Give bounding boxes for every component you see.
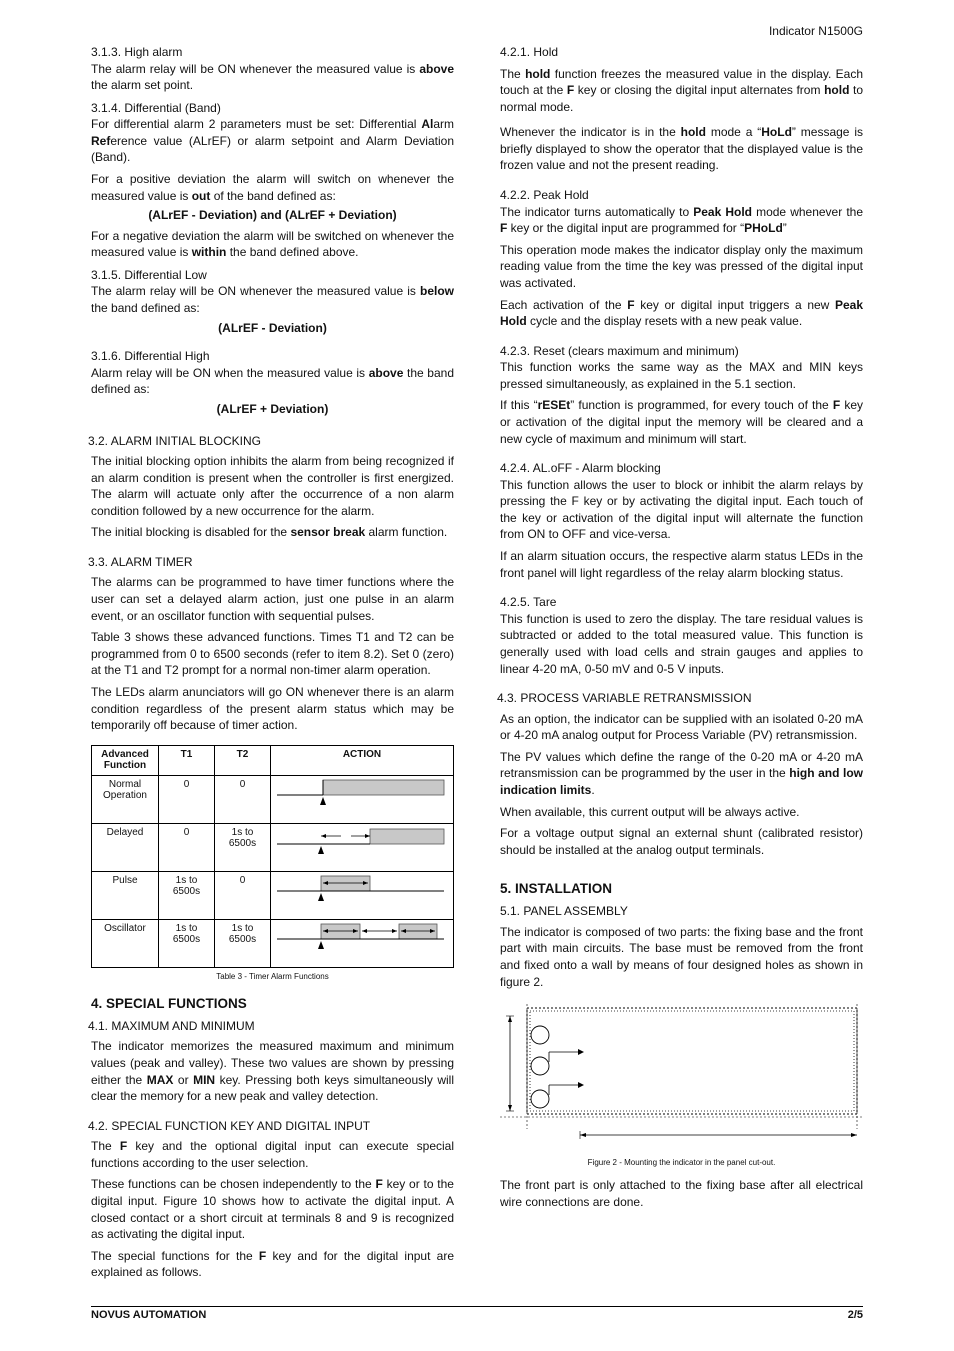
table-cell: 1s to 6500s — [159, 871, 215, 919]
panel-mounting-figure — [500, 1004, 863, 1167]
paragraph: The PV values which define the range of the 0-20 mA or 4-20 mA retransmission can be programmed by the user in the high and low indication limits. — [500, 749, 863, 797]
heading-3-3: 3.3. ALARM TIMER — [88, 554, 193, 569]
table-row — [92, 919, 454, 967]
paragraph: For differential alarm 2 parameters must be set: Differential Alarm Reference value (ALrEF) or alarm setpoint and Alarm Deviation (Band). — [91, 117, 454, 165]
paragraph: The LEDs alarm anunciators will go ON whenever there is an alarm condition regardless of the present alarm status which may be temporarily off because of timer action. — [91, 685, 454, 733]
paragraph: This function is used to zero the display. The tare residual values is subtracted or added to the total measured value. This function is generally used with load cells and strain gauges and applies to linear 4-20 mA, 0-50 mV and 0-5 V inputs. — [500, 611, 863, 676]
table-row — [92, 823, 454, 871]
action-diagram-oscillator — [271, 919, 454, 967]
paragraph: Table 3 shows these advanced functions. Times T1 and T2 can be programmed from 0 to 6500 seconds (refer to item 8.2). Set 0 (zero) at the T1 and T2 prompt for a normal non-timer alarm operation. — [91, 630, 454, 678]
paragraph: For a positive deviation the alarm will switch on whenever the measured value is out of the band defined as: — [91, 171, 454, 203]
table-header: T2 — [215, 745, 271, 775]
heading-4-2-1: 4.2.1. Hold — [500, 45, 559, 59]
paragraph: The F key and the optional digital input can execute special functions according to the user selection. — [91, 1139, 454, 1170]
footer-company: NOVUS AUTOMATION — [91, 1309, 207, 1321]
table-cell: 1s to 6500s — [215, 919, 271, 967]
table-cell: 0 — [215, 775, 271, 823]
paragraph: These functions can be chosen independently to the F key or to the digital input. Figure 10 shows how to activate the digital input. A closed contact or a short circuit at terminals 8 and 9 is recognized as activating the digital input. — [91, 1177, 454, 1242]
paragraph: For a negative deviation the alarm will be switched on whenever the measured value is within the band defined above. — [91, 228, 454, 260]
paragraph: The alarm relay will be ON whenever the measured value is above the alarm set point. — [91, 61, 454, 93]
heading-4-1: 4.1. MAXIMUM AND MINIMUM — [88, 1018, 255, 1033]
table-header: Advanced Function — [92, 745, 159, 775]
paragraph: The indicator is composed of two parts: the fixing base and the front part with main circuits. The base must be removed from the front and fixed onto a wall by means of four designed holes as shown in figure 2. — [500, 924, 863, 989]
table-caption: Table 3 - Timer Alarm Functions — [216, 971, 329, 981]
left-column — [88, 44, 455, 1281]
paragraph: This function allows the user to block or inhibit the alarm relays by pressing the F key or by activating the digital input. Each touch of the key or activation of the digital input will alternate the function from ON to OFF and vice-versa. — [500, 477, 863, 542]
table-header: T1 — [159, 745, 215, 775]
table-cell: Pulse — [92, 871, 159, 919]
paragraph: Alarm relay will be ON when the measured value is above the band defined as: — [91, 365, 455, 397]
heading-4-2-4: 4.2.4. AL.oFF - Alarm blocking — [500, 461, 661, 476]
table-row — [92, 775, 454, 823]
paragraph: The front part is only attached to the fixing base after all electrical wire connections are done. — [500, 1178, 863, 1209]
table-cell: Oscillator — [92, 919, 159, 967]
paragraph: As an option, the indicator can be supplied with an isolated 0-20 mA or 4-20 mA analog output for Process Variable (PV) retransmission. — [500, 711, 863, 743]
heading-4-2-2: 4.2.2. Peak Hold — [500, 188, 589, 203]
action-diagram-normal — [271, 775, 454, 823]
timer-alarm-table — [91, 745, 454, 968]
heading-4-2: 4.2. SPECIAL FUNCTION KEY AND DIGITAL INPUT — [88, 1118, 371, 1133]
table-cell: 1s to 6500s — [215, 823, 271, 871]
document-header: Indicator N1500G — [768, 24, 863, 38]
paragraph: The indicator turns automatically to Peak Hold mode whenever the F key or the digital input are programmed for “PHoLd” — [500, 204, 864, 236]
mounting-diagram — [500, 1004, 863, 1149]
paragraph: If an alarm situation occurs, the respective alarm status LEDs in the front panel will light regardless of the relay alarm blocking status. — [500, 549, 863, 580]
paragraph: For a voltage output signal an external shunt (calibrated resistor) should be installed at the analog output terminals. — [500, 826, 863, 857]
paragraph: The initial blocking is disabled for the sensor break alarm function. — [91, 525, 448, 540]
heading-4-2-3: 4.2.3. Reset (clears maximum and minimum) — [500, 343, 739, 358]
table-cell: 0 — [159, 775, 215, 823]
figure-caption: Figure 2 - Mounting the indicator in the panel cut-out. — [587, 1158, 776, 1168]
paragraph: This function works the same way as the MAX and MIN keys pressed simultaneously, as explained in the 5.1 section. — [500, 360, 863, 391]
equation: (ALrEF - Deviation) — [218, 320, 327, 335]
heading-4-2-5: 4.2.5. Tare — [500, 595, 557, 610]
table-row — [92, 871, 454, 919]
paragraph: Each activation of the F key or digital input triggers a new Peak Hold cycle and the display resets with a new peak value. — [500, 297, 864, 329]
table-cell: 0 — [215, 871, 271, 919]
paragraph: The special functions for the F key and for the digital input are explained as follows. — [91, 1248, 455, 1280]
heading-3-2: 3.2. ALARM INITIAL BLOCKING — [88, 433, 261, 448]
paragraph: The alarm relay will be ON whenever the measured value is below the band defined as: — [91, 284, 454, 316]
paragraph: When available, this current output will be always active. — [500, 804, 800, 819]
footer-divider — [91, 1306, 863, 1307]
paragraph: The indicator memorizes the measured maximum and minimum values (peak and valley). These two values are shown by pressing either the MAX or MIN key. Pressing both keys simultaneously will clear the memory for a new peak and valley detection. — [91, 1039, 454, 1104]
paragraph: If this “rESEt” function is programmed, for every touch of the F key or activation of the digital input the memory will be cleared and a new cycle of maximum and minimum will start. — [500, 398, 864, 446]
equation: (ALrEF - Deviation) and (ALrEF + Deviation) — [148, 208, 397, 223]
heading-4: 4. SPECIAL FUNCTIONS — [91, 995, 247, 1011]
heading-3-1-6: 3.1.6. Differential High — [91, 349, 210, 364]
heading-3-1-5: 3.1.5. Differential Low — [91, 267, 207, 282]
heading-3-1-4: 3.1.4. Differential (Band) — [91, 100, 221, 115]
paragraph: Whenever the indicator is in the hold mode a “HoLd” message is briefly displayed to show the operator that the displayed value is the frozen value and not the present reading. — [500, 125, 863, 173]
equation: (ALrEF + Deviation) — [216, 401, 329, 416]
paragraph: This operation mode makes the indicator display only the maximum reading value from the time the key was pressed of the digital input was activated. — [500, 242, 863, 290]
heading-4-3: 4.3. PROCESS VARIABLE RETRANSMISSION — [497, 691, 752, 706]
action-diagram-delayed — [271, 823, 454, 871]
paragraph: The alarms can be programmed to have timer functions where the user can set a delayed alarm action, just one pulse in an alarm event, or an oscillator function with sequential pulses. — [91, 575, 454, 623]
table-cell: 0 — [159, 823, 215, 871]
page-number: 2/5 — [847, 1309, 863, 1321]
heading-5: 5. INSTALLATION — [500, 881, 612, 897]
table-cell: Delayed — [92, 823, 159, 871]
action-diagram-pulse — [271, 871, 454, 919]
table-cell: 1s to 6500s — [159, 919, 215, 967]
table-header: ACTION — [271, 745, 454, 775]
paragraph: The initial blocking option inhibits the alarm from being recognized if an alarm condition is present when the controller is first energized. The alarm will actuate only after the occurrence of a non alarm condition followed by a new occurrence for the alarm. — [91, 454, 454, 518]
heading-3-1-3: 3.1.3. High alarm — [91, 45, 183, 59]
paragraph: The hold function freezes the measured value in the display. Each touch at the F key or closing the digital input alternates from hold to normal mode. — [500, 66, 864, 114]
heading-5-1: 5.1. PANEL ASSEMBLY — [500, 904, 628, 919]
right-column — [497, 44, 864, 1210]
table-cell: Normal Operation — [92, 775, 159, 823]
